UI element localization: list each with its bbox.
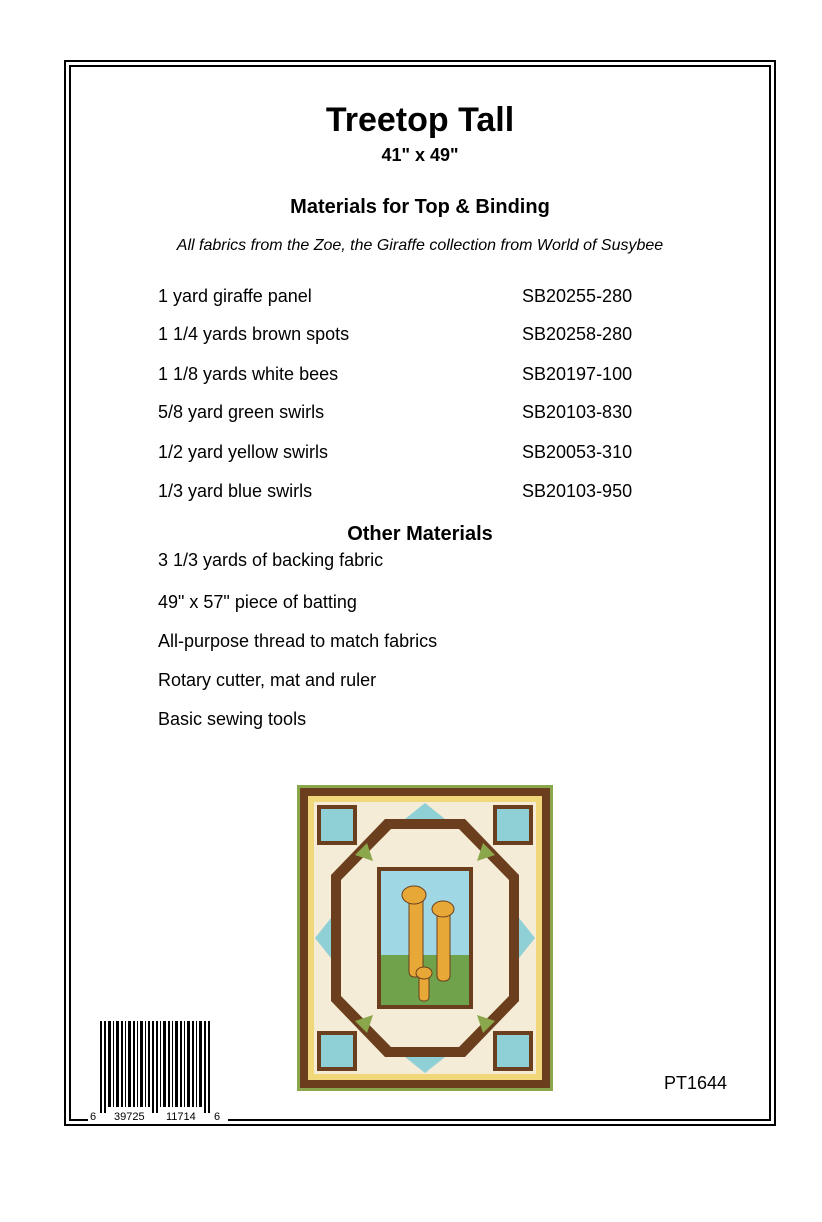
- quilt-illustration: [297, 785, 553, 1091]
- pattern-title: Treetop Tall: [325, 101, 515, 139]
- barcode-digit-left: 6: [90, 1111, 97, 1123]
- pattern-number: PT1644: [664, 1073, 728, 1093]
- fabric-code: SB20258-280: [522, 324, 633, 344]
- collection-note: All fabrics from the Zoe, the Giraffe collection from World of Susybee: [176, 237, 664, 254]
- fabric-desc: 1/3 yard blue swirls: [158, 481, 313, 501]
- fabric-code: SB20197-100: [522, 364, 633, 384]
- other-material-item: 49" x 57" piece of batting: [158, 592, 357, 612]
- barcode-group-1: 39725: [114, 1111, 145, 1123]
- fabric-code: SB20103-950: [522, 481, 633, 501]
- other-material-item: All-purpose thread to match fabrics: [158, 631, 438, 651]
- barcode: [88, 1013, 228, 1123]
- fabric-code: SB20053-310: [522, 442, 633, 462]
- barcode-digit-right: 6: [214, 1111, 221, 1123]
- other-material-item: Basic sewing tools: [158, 709, 307, 729]
- fabric-desc: 1 1/8 yards white bees: [158, 364, 339, 384]
- fabric-desc: 1/2 yard yellow swirls: [158, 442, 329, 462]
- fabric-code: SB20255-280: [522, 286, 633, 306]
- other-material-item: Rotary cutter, mat and ruler: [158, 670, 377, 690]
- other-materials-heading: Other Materials: [347, 523, 493, 545]
- barcode-group-2: 11714: [166, 1111, 196, 1123]
- fabric-desc: 1 yard giraffe panel: [158, 286, 312, 306]
- fabric-code: SB20103-830: [522, 402, 633, 422]
- fabric-desc: 5/8 yard green swirls: [158, 402, 325, 422]
- fabric-desc: 1 1/4 yards brown spots: [158, 324, 350, 344]
- quilt-size: 41" x 49": [381, 145, 459, 165]
- other-material-item: 3 1/3 yards of backing fabric: [158, 550, 384, 570]
- materials-heading: Materials for Top & Binding: [290, 196, 550, 218]
